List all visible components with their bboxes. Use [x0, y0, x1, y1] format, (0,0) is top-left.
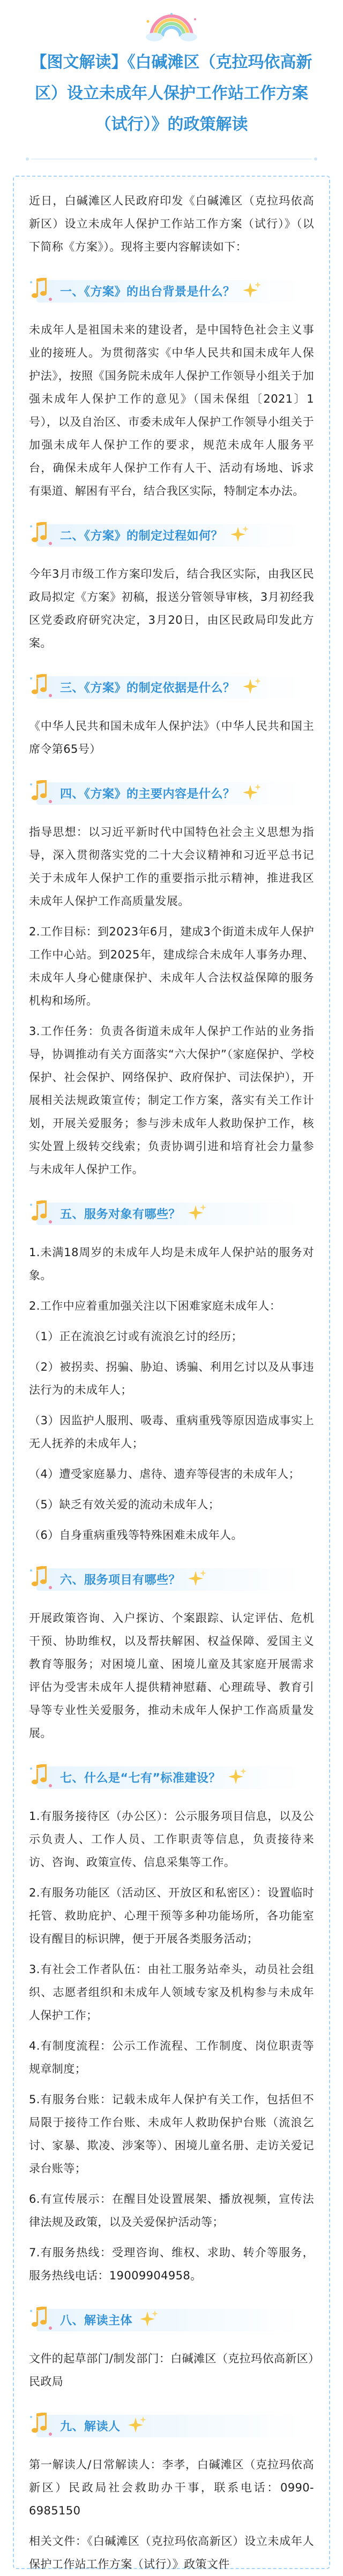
- music-notes-icon: [29, 1200, 54, 1226]
- section-paragraph: 4.有制度流程：公示工作流程、工作制度、岗位职责等规章制度；: [29, 2039, 314, 2075]
- section-heading: [29, 776, 314, 810]
- section-heading-label: 四、《方案》的主要内容是什么？: [60, 787, 235, 801]
- section-heading: [29, 1196, 314, 1230]
- section-heading-label: 六、服务项目有哪些？: [60, 1573, 181, 1587]
- section-heading-label: 三、《方案》的制定依据是什么？: [60, 681, 235, 695]
- section-paragraph: 6.有宣传展示：在醒目处设置展架、播放视频，宣传法律法规及政策，以及关爱保护活动等；: [29, 2193, 314, 2228]
- section-paragraph: 今年3月市级工作方案印发后，结合我区实际，由我区民政局拟定《方案》初稿，报送分管领导审核，3月初经我区党委政府研究决定，3月20日，由区民政局印发此方案。: [29, 568, 314, 649]
- sections-container: [29, 274, 314, 2576]
- section-paragraph: 指导思想：以习近平新时代中国特色社会主义思想为指导，深入贯彻落实党的二十大会议精神和习近平总书记关于未成年人保护工作的重要指示批示精神，推进我区未成年人保护工作高质量发展。: [29, 826, 314, 908]
- section-paragraph: 第一解读人/日常解读人：李孝，白碱滩区（克拉玛依高新区）民政局社会救助办干事，联系电话：0990-6985150: [29, 2458, 314, 2517]
- section-paragraph: 1.有服务接待区（办公区）：公示服务项目信息，以及公示负责人、工作人员、工作职责等信息，负责接待来访、咨询、政策宣传、信息采集等工作。: [29, 1810, 314, 1869]
- section-paragraph: 2.工作目标：到2023年6月，建成3个街道未成年人保护工作中心站。到2025年，建成综合未成年人事务办理、未成年人身心健康保护、未成年人合法权益保障的服务机构和场所。: [29, 925, 314, 1007]
- section-paragraph: （4）遭受家庭暴力、虐待、遗弃等侵害的未成年人；: [29, 1468, 300, 1480]
- music-notes-icon: [29, 674, 54, 700]
- music-notes-icon: [29, 780, 54, 806]
- section-paragraph: 文件的起草部门/制发部门：白碱滩区（克拉玛依高新区）民政局: [29, 2352, 314, 2388]
- title-divider: [26, 156, 317, 162]
- page-title: 【图文解读】《白碱滩区（克拉玛依高新区）设立未成年人保护工作站工作方案（试行）》的政策解读: [31, 53, 312, 134]
- sparkle-icon: [188, 1570, 206, 1588]
- music-notes-icon: [29, 278, 54, 304]
- section-paragraph: 《中华人民共和国未成年人保护法》（中华人民共和国主席令第65号）: [29, 720, 314, 756]
- section-heading: [29, 1760, 314, 1794]
- sparkle-icon: [188, 1204, 206, 1222]
- section-paragraph: （6）自身重病重残等特殊困难未成年人。: [29, 1529, 243, 1542]
- section-paragraph: 未成年人是祖国未来的建设者，是中国特色社会主义事业的接班人。为贯彻落实《中华人民共和国未成年人保护法》，按照《国务院未成年人保护工作领导小组关于加强未成年人保护工作的意见》（国未保组〔2021〕1号），以及自治区、市委未成年人保护工作领导小组关于加强未成年人保护工作的要求，规范未成年人服务平台，确保未成年人保护工作有人干、活动有场地、诉求有渠道、解困有平台，结合我区实际，特制定本办法。: [29, 323, 314, 497]
- section-heading: [29, 2302, 314, 2337]
- intro-paragraph: 近日，白碱滩区人民政府印发《白碱滩区（克拉玛依高新区）设立未成年人保护工作站工作方案（试行）》（以下简称《方案》）。现将主要内容解读如下：: [29, 194, 314, 253]
- section-paragraph: 7.有服务热线：受理咨询、维权、求助、转介等服务，服务热线电话：19009904958。: [29, 2246, 314, 2282]
- section-heading-label: 五、服务对象有哪些？: [60, 1207, 181, 1221]
- section-paragraph: 5.有服务台账：记载未成年人保护有关工作，包括但不局限于接待工作台账、未成年人救助保护台账（流浪乞讨、家暴、欺凌、涉案等）、困境儿童名册、走访关爱记录台账等；: [29, 2093, 314, 2175]
- section-heading: [29, 1562, 314, 1596]
- sparkle-icon: [228, 1768, 247, 1786]
- section-paragraph: （1）正在流浪乞讨或有流浪乞讨的经历；: [29, 1330, 243, 1343]
- music-notes-icon: [29, 1764, 54, 1790]
- music-notes-icon: [29, 522, 54, 548]
- content-card: [13, 176, 330, 2569]
- section-paragraph: （2）被拐卖、拐骗、胁迫、诱骗、利用乞讨以及从事违法行为的未成年人；: [29, 1361, 314, 1396]
- section-heading-label: 八、解读主体: [60, 2314, 133, 2328]
- section-heading: [29, 274, 314, 308]
- section-paragraph: 1.未满18周岁的未成年人均是未成年人保护站的服务对象。: [29, 1246, 314, 1282]
- section-paragraph: 3.工作任务：负责各街道未成年人保护工作站的业务指导，协调推动有关方面落实“六大保护”（家庭保护、学校保护、社会保护、网络保护、政府保护、司法保护），开展相关法规政策宣传；制定工作方案，落实有关工作计划，开展关爱服务；参与涉未成年人救助保护工作，核实处置上级转交线索；负责协调引进和培育社会力量参与未成年人保护工作。: [29, 1025, 314, 1176]
- music-notes-icon: [29, 2413, 54, 2438]
- section-heading: [29, 518, 314, 552]
- section-paragraph: 相关文件：《白碱滩区（克拉玛依高新区）设立未成年人保护工作站工作方案（试行）》政策文件: [29, 2535, 314, 2571]
- sparkle-icon: [230, 526, 249, 544]
- section-heading: [29, 670, 314, 704]
- section-paragraph: （5）缺乏有效关爱的流动未成年人；: [29, 1498, 220, 1511]
- section-paragraph: 开展政策咨询、入户探访、个案跟踪、认定评估、危机干预、协助维权，以及帮扶解困、权益保障、爱国主义教育等服务；对困境儿童、困境儿童及其家庭开展需求评估为受害未成年人提供精神慰藉、心理疏导、教育引导等专业性关爱服务，推动未成年人保护工作高质量发展。: [29, 1612, 314, 1740]
- section-paragraph: 2.工作中应着重加强关注以下困难家庭未成年人：: [29, 1300, 281, 1312]
- section-heading-label: 七、什么是“七有”标准建设？: [60, 1771, 221, 1785]
- music-notes-icon: [29, 1566, 54, 1592]
- section-heading-label: 九、解读人: [60, 2420, 121, 2434]
- sparkle-icon: [243, 282, 261, 300]
- section-heading-label: 一、《方案》的出台背景是什么？: [60, 285, 235, 299]
- section-heading-label: 二、《方案》的制定过程如何？: [60, 529, 223, 543]
- section-paragraph: （3）因监护人服刑、吸毒、重病重残等原因造成事实上无人抚养的未成年人；: [29, 1414, 314, 1450]
- music-notes-icon: [29, 2307, 54, 2332]
- rainbow-cloud-icon: [145, 12, 198, 42]
- sparkle-icon: [243, 784, 261, 802]
- top-banner: [0, 0, 343, 47]
- section-paragraph: 3.有社会工作者队伍：由社工服务站牵头，动员社会组织、志愿者组织和未成年人领域专家及机构参与未成年人保护工作；: [29, 1963, 314, 2022]
- section-heading: [29, 2408, 314, 2443]
- sparkle-icon: [140, 2310, 158, 2329]
- sparkle-icon: [243, 678, 261, 696]
- section-paragraph: 2.有服务功能区（活动区、开放区和私密区）：设置临时托管、救助庇护、心理干预等多种功能场所，各功能室设有醒目的标识牌，便于开展各类服务活动；: [29, 1886, 314, 1945]
- sparkle-icon: [128, 2416, 146, 2435]
